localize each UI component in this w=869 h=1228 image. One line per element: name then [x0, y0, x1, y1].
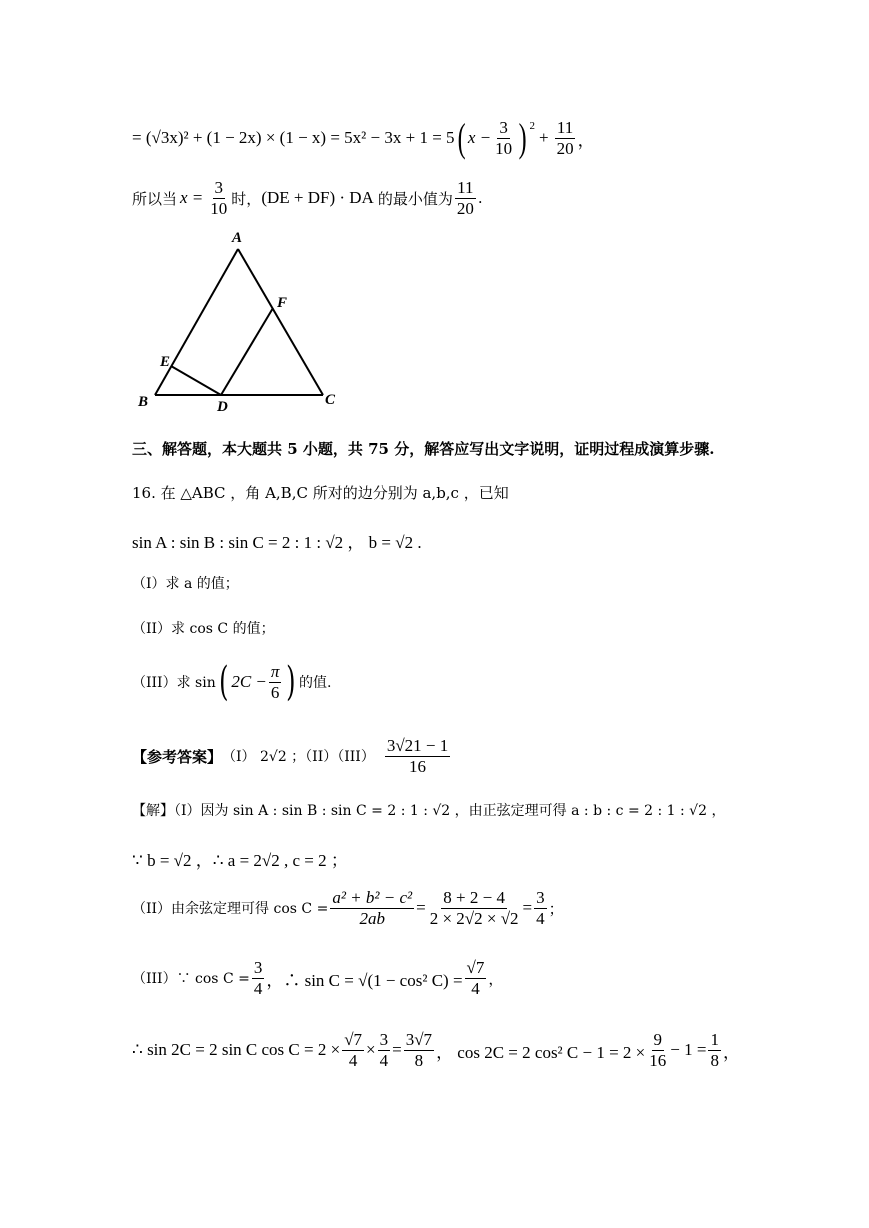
s5-frac-1: $\frac{√7}{4}$	[344, 1030, 363, 1070]
label-a: A	[232, 230, 243, 246]
s5-frac-3: $\frac{3√7}{8}$	[405, 1030, 433, 1070]
cos-frac-1: $\frac{\text{a² + b² − c²}}{2ab}$	[332, 888, 413, 928]
conclusion-line: 所以当 x = $\frac{3}{10}$ 时， (DE + DF) · DA 的最小值为 $\frac{11}{20}$ .	[132, 178, 483, 218]
cosc-frac: $\frac{3}{4}$	[253, 958, 263, 998]
reference-answer: 【参考答案】 （I） 2√2 ；（II）（III） $\frac{3√21 - 1}{16}$	[132, 736, 449, 776]
q16-given: sin A : sin B : sin C = 2 : 1 : √2 ， b = √2 .	[132, 533, 422, 552]
q16-part1: （I）求 a 的值；	[132, 576, 239, 592]
p3-paren-left: (	[218, 659, 229, 706]
cos-frac-2: $\frac{8 + 2 - 4}{2 \times 2√2 \times √2}$	[429, 888, 519, 928]
answer-frac: $\frac{3√21 - 1}{16}$	[386, 736, 449, 776]
solution-line-2: ∵ b = √2 ，∴ a = 2√2 , c = 2 ；	[132, 851, 348, 870]
q16-part2: （II）求 cos C 的值；	[132, 621, 275, 637]
solution-line-5: ∴ sin 2C = 2 sin C cos C = 2 × $\frac{√7}{4}$ × $\frac{3}{4}$ = $\frac{3√7}{8}$ ， cos 2C = 2 cos² C − 1 = 2 × $\frac{9}{16}$ − 1 = $\frac{1}{8}$ ，	[132, 1030, 740, 1070]
equation-line-1: = (√3x)² + (1 − 2x) × (1 − x) = 5x² − 3x + 1 = 5 ( x − $\frac{3}{10}$ ) $^2$ + $\frac{11}{20}$ ，	[132, 115, 595, 161]
label-d: D	[217, 399, 228, 415]
s5-frac-4: $\frac{9}{16}$	[649, 1030, 667, 1070]
eq1-frac-end: $\frac{11}{20}$	[556, 118, 574, 158]
p3-paren-right: )	[286, 659, 296, 706]
side-ac	[238, 249, 323, 395]
eq1-x: x −	[467, 128, 492, 148]
triangle-figure	[130, 228, 350, 418]
eq1-frac-mid: $\frac{3}{10}$	[495, 118, 513, 158]
label-f: F	[277, 295, 288, 311]
q16-part3: （III）求 sin ( 2C − $\frac{\pi}{6}$ ) 的值.	[132, 659, 332, 706]
eq1-left: = (√3x)² + (1 − 2x) × (1 − x) = 5x² − 3x + 1 = 5	[132, 128, 455, 148]
solution-line-4: （III）∵ cos C = $\frac{3}{4}$ ，∴ sin C = √(1 − cos² C) = $\frac{√7}{4}$ ，	[132, 958, 504, 998]
segment-df	[221, 308, 273, 395]
solution-line-3: （II）由余弦定理可得 cos C = $\frac{\text{a² + b² − c²}}{2ab}$ = $\frac{8 + 2 - 4}{2 \times 2√2 \times √2}$ = $\frac{3}{4}$ ；	[132, 888, 564, 928]
vector-expression: (DE + DF) · DA	[261, 188, 374, 208]
conclusion-frac-result: $\frac{11}{20}$	[456, 178, 474, 218]
solution-line-1: 【解】（I）因为 sin A : sin B : sin C = 2 : 1 : √2 ，由正弦定理可得 a : b : c = 2 : 1 : √2 ，	[132, 803, 726, 819]
sinc-frac: $\frac{√7}{4}$	[466, 958, 485, 998]
label-b: B	[138, 394, 149, 410]
conclusion-frac-x: $\frac{3}{10}$	[210, 178, 228, 218]
s5-frac-2: $\frac{3}{4}$	[379, 1030, 389, 1070]
label-c: C	[325, 392, 336, 408]
label-e: E	[160, 354, 171, 370]
section-heading: 三、解答题，本大题共 5 小题，共 75 分，解答应写出文字说明，证明过程成演算步骤.	[132, 440, 715, 458]
segment-ed	[171, 366, 221, 395]
p3-frac: $\frac{\pi}{6}$	[270, 662, 280, 702]
s5-frac-5: $\frac{1}{8}$	[710, 1030, 719, 1070]
q16-intro: 16. 在 △ABC ，角 A,B,C 所对的边分别为 a,b,c ，已知	[132, 484, 509, 502]
paren-left: (	[457, 115, 466, 161]
paren-right: )	[518, 115, 527, 161]
side-ab	[155, 249, 238, 395]
cos-frac-3: $\frac{3}{4}$	[536, 888, 545, 928]
